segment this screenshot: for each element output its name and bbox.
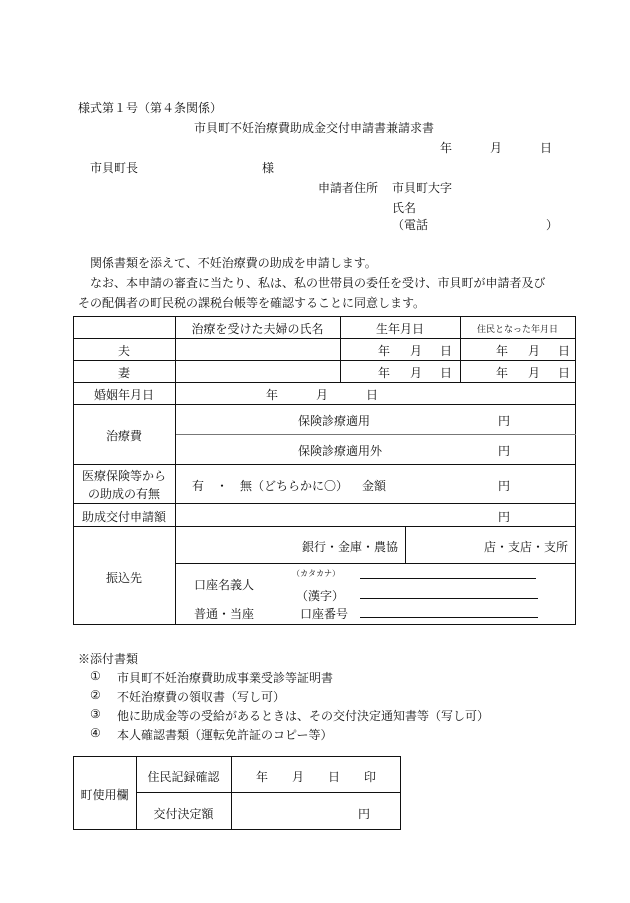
attachment-text-3: 他に助成金等の受給があるときは、その交付決定通知書等（写し可） [117,709,490,723]
attachment-text-4: 本人確認書類（運転免許証のコピー等） [117,728,333,742]
applicant-address-label: 申請者住所 [318,181,379,195]
attachment-num-4: ④ [90,726,101,740]
account-number-label: 口座番号 [300,607,349,621]
request-amount-yen: 円 [498,510,511,524]
katakana-label: （カタカナ） [292,569,340,578]
marriage-date-label: 婚姻年月日 [93,388,154,402]
request-amount-label: 助成交付申請額 [81,510,166,524]
other-aid-choice[interactable]: 有 ・ 無（どちらかに〇） [192,479,349,493]
wife-label: 妻 [117,366,130,380]
resident-record-check-label: 住民記録確認 [147,770,220,784]
other-aid-yen: 円 [498,479,511,493]
husband-resident-month: 月 [528,344,541,358]
attachment-num-1: ① [90,669,101,683]
husband-birth-day: 日 [440,344,453,358]
header-couple-name: 治療を受けた夫婦の氏名 [191,322,324,336]
attachment-text-2: 不妊治療費の領収書（写し可） [117,690,286,704]
husband-resident-year: 年 [496,344,509,358]
bank-type-label: 銀行・金庫・農協 [302,540,399,554]
date-day: 日 [540,141,553,155]
treatment-cost-label: 治療費 [105,429,142,443]
insured-yen: 円 [498,414,511,428]
wife-resident-month: 月 [528,366,541,380]
insured-label: 保険診療適用 [298,414,371,428]
form-number: 様式第１号（第４条関係） [78,101,223,115]
addressee: 市貝町長 [90,161,139,175]
header-birthdate: 生年月日 [375,322,424,336]
attachments-heading: ※添付書類 [78,652,139,666]
header-resident-date: 住民となった年月日 [476,325,558,335]
husband-resident-day: 日 [558,344,571,358]
attachment-num-2: ② [90,688,101,702]
decision-amount-label: 交付決定額 [153,807,214,821]
other-aid-label-line2: の助成の有無 [87,487,160,501]
kanji-label: （漢字） [296,589,345,603]
wife-birth-year: 年 [378,366,391,380]
marriage-day: 日 [366,388,379,402]
kanji-input-line[interactable] [360,598,538,599]
marriage-year: 年 [266,388,279,402]
husband-birth-year: 年 [378,344,391,358]
husband-label: 夫 [117,344,130,358]
katakana-input-line[interactable] [360,578,536,579]
other-aid-amount-label: 金額 [362,479,387,493]
wife-resident-day: 日 [558,366,571,380]
applicant-name-label: 氏名 [392,201,417,215]
applicant-phone-open: （電話 [392,218,429,232]
seal-mark: 印 [364,770,377,784]
branch-type-label: 店・支店・支所 [484,540,569,554]
uninsured-label: 保険診療適用外 [298,444,383,458]
date-year: 年 [440,141,453,155]
transfer-destination-label: 振込先 [105,571,142,585]
attachment-text-1: 市貝町不妊治療費助成事業受診等証明書 [117,671,334,685]
office-year: 年 [256,770,269,784]
other-aid-label-line1: 医療保険等から [81,469,166,483]
applicant-address-value[interactable]: 市貝町大字 [392,181,453,195]
account-holder-label: 口座名義人 [194,578,255,592]
marriage-month: 月 [316,388,329,402]
uninsured-yen: 円 [498,444,511,458]
honorific: 様 [262,161,275,175]
account-type-label: 普通・当座 [194,607,255,621]
applicant-phone-close: ） [546,218,559,232]
husband-birth-month: 月 [410,344,423,358]
account-number-input-line[interactable] [360,617,538,618]
wife-resident-year: 年 [496,366,509,380]
office-use-label: 町使用欄 [80,788,129,802]
wife-birth-day: 日 [440,366,453,380]
paragraph-consent-line2: その配偶者の町民税の課税台帳等を確認することに同意します。 [78,296,426,310]
paragraph-consent-line1: なお、本申請の審査に当たり、私は、私の世帯員の委任を受け、市貝町が申請者及び [90,276,546,290]
attachment-num-3: ③ [90,707,101,721]
decision-amount-yen: 円 [358,807,371,821]
office-month: 月 [292,770,305,784]
paragraph-request: 関係書類を添えて、不妊治療費の助成を申請します。 [90,256,377,270]
wife-birth-month: 月 [410,366,423,380]
date-month: 月 [490,141,503,155]
office-day: 日 [328,770,341,784]
form-title: 市貝町不妊治療費助成金交付申請書兼請求書 [194,121,435,135]
